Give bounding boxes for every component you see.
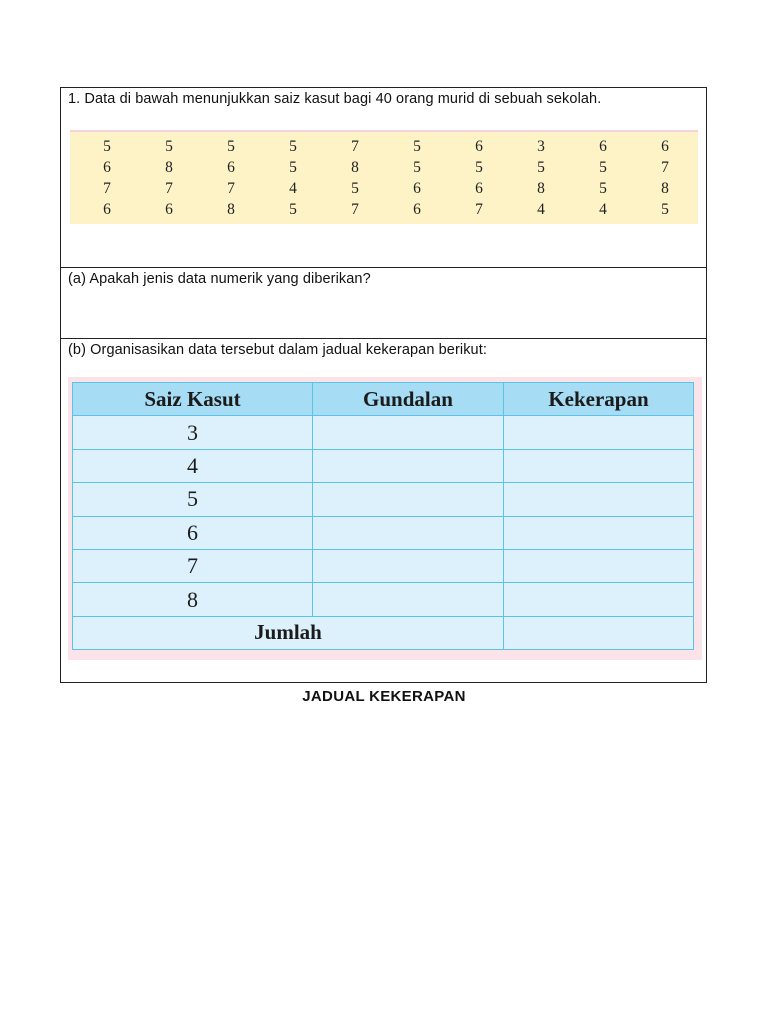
data-row: [70, 178, 698, 199]
header-kekerapan: Kekerapan: [504, 383, 694, 416]
frequency-cell[interactable]: [504, 416, 694, 449]
data-value: 3: [537, 138, 545, 155]
data-value: 4: [537, 201, 545, 218]
size-cell: 4: [73, 449, 313, 482]
frequency-cell[interactable]: [504, 516, 694, 549]
data-value: 6: [475, 138, 483, 155]
header-gundalan: Gundalan: [313, 383, 504, 416]
frequency-table: [72, 382, 694, 650]
data-value: 8: [661, 180, 669, 197]
data-value: 5: [537, 159, 545, 176]
data-value: 6: [413, 180, 421, 197]
data-value: 8: [165, 159, 173, 176]
frequency-cell[interactable]: [504, 549, 694, 582]
total-frequency-cell[interactable]: [504, 616, 694, 649]
tally-cell[interactable]: [313, 449, 504, 482]
size-cell: 3: [73, 416, 313, 449]
data-value: 5: [661, 201, 669, 218]
tally-cell[interactable]: [313, 549, 504, 582]
data-value: 6: [413, 201, 421, 218]
data-value: 5: [599, 159, 607, 176]
data-value: 6: [103, 201, 111, 218]
data-value: 7: [661, 159, 669, 176]
data-value: 4: [599, 201, 607, 218]
table-row: [73, 449, 694, 482]
table-row: [73, 516, 694, 549]
frequency-cell[interactable]: [504, 583, 694, 616]
data-value: 5: [413, 159, 421, 176]
data-value: 8: [227, 201, 235, 218]
data-value: 5: [351, 180, 359, 197]
tally-cell[interactable]: [313, 516, 504, 549]
total-row: [73, 616, 694, 649]
data-value: 8: [537, 180, 545, 197]
data-value: 5: [475, 159, 483, 176]
data-value: 5: [165, 138, 173, 155]
data-value: 6: [599, 138, 607, 155]
data-value: 5: [413, 138, 421, 155]
data-value: 6: [227, 159, 235, 176]
question-1-text: 1. Data di bawah menunjukkan saiz kasut bagi 40 orang murid di sebuah sekolah.: [68, 91, 602, 107]
size-cell: 8: [73, 583, 313, 616]
data-row: [70, 199, 698, 220]
question-1-section: [61, 88, 706, 268]
data-value: 5: [289, 201, 297, 218]
shoe-size-data-box: [70, 130, 698, 224]
data-value: 6: [475, 180, 483, 197]
part-b-section: [61, 339, 706, 682]
data-value: 6: [661, 138, 669, 155]
tally-cell[interactable]: [313, 483, 504, 516]
data-value: 8: [351, 159, 359, 176]
data-value: 7: [475, 201, 483, 218]
tally-cell[interactable]: [313, 583, 504, 616]
table-row: [73, 416, 694, 449]
frequency-table-header-row: [73, 383, 694, 416]
data-value: 6: [165, 201, 173, 218]
table-row: [73, 549, 694, 582]
part-a-section: [61, 268, 706, 339]
data-value: 6: [103, 159, 111, 176]
worksheet-frame: [60, 87, 707, 683]
size-cell: 6: [73, 516, 313, 549]
table-row: [73, 483, 694, 516]
data-value: 7: [351, 201, 359, 218]
data-row: [70, 157, 698, 178]
size-cell: 7: [73, 549, 313, 582]
size-cell: 5: [73, 483, 313, 516]
data-value: 5: [227, 138, 235, 155]
data-value: 7: [351, 138, 359, 155]
data-value: 5: [103, 138, 111, 155]
frequency-cell[interactable]: [504, 449, 694, 482]
table-caption: JADUAL KEKERAPAN: [302, 688, 466, 705]
shoe-size-data-grid: [70, 136, 698, 220]
data-value: 5: [289, 159, 297, 176]
data-row: [70, 136, 698, 157]
data-value: 7: [103, 180, 111, 197]
table-row: [73, 583, 694, 616]
tally-cell[interactable]: [313, 416, 504, 449]
data-value: 4: [289, 180, 297, 197]
part-b-text: (b) Organisasikan data tersebut dalam jadual kekerapan berikut:: [68, 342, 487, 358]
data-value: 7: [165, 180, 173, 197]
data-value: 5: [599, 180, 607, 197]
data-value: 7: [227, 180, 235, 197]
frequency-cell[interactable]: [504, 483, 694, 516]
part-a-text: (a) Apakah jenis data numerik yang diberikan?: [68, 271, 371, 287]
total-label: Jumlah: [73, 616, 504, 649]
data-value: 5: [289, 138, 297, 155]
frequency-table-wrapper: [68, 377, 702, 660]
header-saiz-kasut: Saiz Kasut: [73, 383, 313, 416]
